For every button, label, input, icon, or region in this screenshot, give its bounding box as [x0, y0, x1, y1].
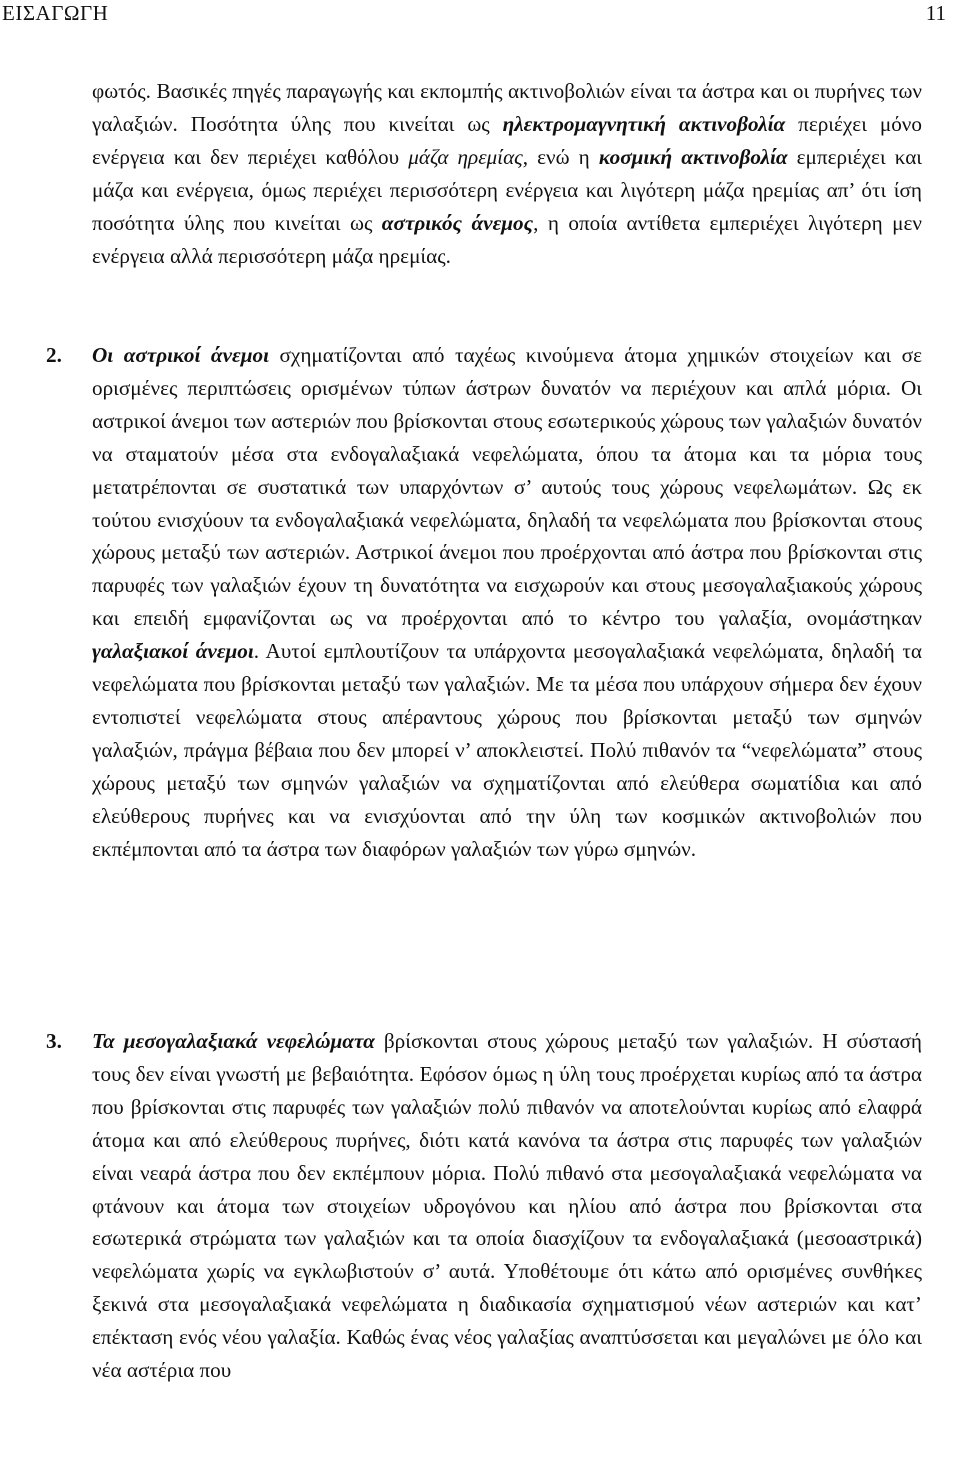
emphasis-term: Τα μεσογαλαξιακά νεφελώματα — [92, 1029, 375, 1053]
text-run: βρίσκονται στους χώρους μεταξύ των γαλαξιών. Η σύστασή τους δεν είναι γνωστή με βεβαιότητα. Εφόσον όμως η ύλη τους προέρχεται κυρίως από τα άστρα που βρίσκονται στις παρυφές των γαλαξιών πολύ πιθανόν να αποτελούνται κυρίως από ελαφρά άτομα και από ελεύθερους πυρήνες, διότι κατά κανόνα τα άστρα στις παρυφές των γαλαξιών είναι νεαρά άστρα που δεν εκπέμπουν μόρια. Πολύ πιθανό στα μεσογαλαξιακά νεφελώματα να φτάνουν και άτομα των στοιχείων υδρογόνου και ηλίου από άστρα που βρίσκονται στα εσωτερικά στρώματα των γαλαξιών και τα οποία διασχίζουν τα ενδογαλαξιακά (μεσοαστρικά) νεφελώματα χωρίς να εγκλωβιστούν σ’ αυτά. Υποθέτουμε ότι κάτω από ορισμένες συνθήκες ξεκινά στα μεσογαλαξιακά νεφελώματα η διαδικασία σχηματισμού νέων αστεριών και κατ’ επέκταση ενός νέου γαλαξία. Καθώς ένας νέος γαλαξίας αναπτύσσεται και μεγαλώνει με όλο και νέα αστέρια που — [92, 1029, 923, 1383]
text-run: σχηματίζονται από ταχέως κινούμενα άτομα χημικών στοιχείων και σε ορισμένες περιπτώσεις ορισμένων τύπων άστρων δυνατόν να περιέχουν και απλά μόρια. Οι αστρικοί άνεμοι των αστεριών που βρίσκονται στους εσωτερικούς χώρους των γαλαξιών δυνατόν να σταματούν μέσα στα ενδογαλαξιακά νεφελώματα, όπου τα άτομα και τα μόρια τους μετατρέπονται σε συστατικά των υπαρχόντων σ’ αυτούς τους χώρους νεφελωμάτων. Ως εκ τούτου ενισχύουν τα ενδογαλαξιακά νεφελώματα, δηλαδή τα νεφελώματα που βρίσκονται στους χώρους μεταξύ των αστεριών. Αστρικοί άνεμοι που προέρχονται από άστρα που βρίσκονται στις παρυφές των γαλαξιών έχουν τη δυνατότητα να εισχωρούν και στους μεσογαλαξιακούς χώρους και επειδή εμφανίζονται ως να προέρχονται από το κέντρο του γαλαξία, ονομάστηκαν — [92, 343, 922, 631]
emphasis-term: Οι αστρικοί άνεμοι — [92, 343, 269, 367]
emphasis-term: κοσμική ακτινοβολία — [598, 144, 788, 169]
paragraph-3 — [46, 1025, 923, 1387]
text-run: περιέχει μόνο ενέργεια και δεν περιέχει καθόλου — [92, 111, 922, 169]
emphasis-term: γαλαξιακοί άνεμοι — [92, 639, 254, 664]
paragraph-number: 2. — [46, 343, 62, 367]
paragraph-number: 3. — [46, 1029, 62, 1053]
text-run: , η οποία αντίθετα εμπεριέχει λιγότερη μεν ενέργεια αλλά περισσότερη μάζα ηρεμίας. — [92, 210, 922, 268]
text-run: , ενώ η — [522, 144, 599, 169]
emphasis-term: αστρικός άνεμος — [381, 210, 534, 235]
emphasis-term: ηλεκτρομαγνητική ακτινοβολία — [502, 111, 786, 136]
paragraph-1 — [92, 75, 922, 272]
text-run: . Αυτοί εμπλουτίζουν τα υπάρχοντα μεσογαλαξιακά νεφελώματα, δηλαδή τα νεφελώματα που βρίσκονται μεταξύ των γαλαξιών. Με τα μέσα που υπάρχουν σήμερα δεν έχουν εντοπιστεί νεφελώματα στους απέραντους χώρους που βρίσκονται μεταξύ των σμηνών γαλαξιών, πράγμα βέβαια που δεν μπορεί ν’ αποκλειστεί. Πολύ πιθανόν τα “νεφελώματα” στους χώρους μεταξύ των σμηνών γαλαξιών να σχηματίζονται από ελεύθερα σωματίδια και από ελεύθερους πυρήνες και να ενισχύονται από την ύλη των κοσμικών ακτινοβολιών που εκπέμπονται από τα άστρα των διαφόρων γαλαξιών των γύρω σμηνών. — [92, 639, 922, 861]
paragraph-2 — [46, 339, 922, 866]
running-header-title: ΕΙΣΑΓΩΓΗ — [2, 1, 109, 25]
text-run: φωτός. Βασικές πηγές παραγωγής και εκπομπής ακτινοβολιών είναι τα άστρα και οι πυρήνες των γαλαξιών. Ποσότητα ύλης που κινείται ως — [92, 79, 922, 136]
italic-term: μάζα ηρεμίας — [408, 144, 523, 169]
text-run: εμπεριέχει και μάζα και ενέργεια, όμως περιέχει περισσότερη ενέργεια και λιγότερη μάζα ηρεμίας απ’ ότι ίση ποσότητα ύλης που κινείται ως — [92, 144, 923, 235]
page-number: 11 — [925, 1, 946, 25]
